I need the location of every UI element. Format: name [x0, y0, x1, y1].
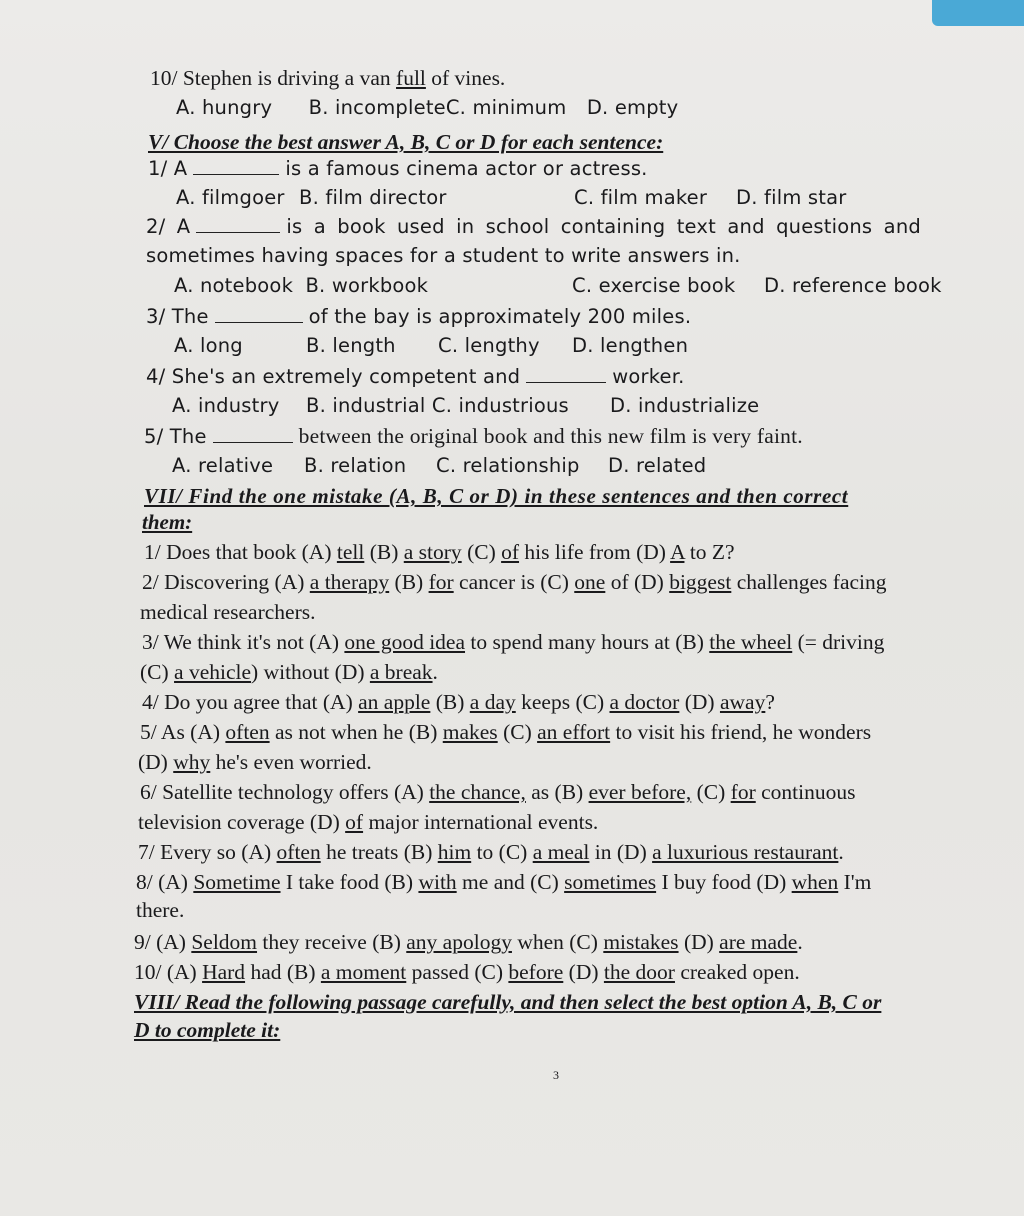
option-c: C. film maker — [574, 186, 708, 209]
option-d: D. related — [608, 454, 707, 477]
answer-blank — [215, 304, 303, 323]
option-a: A. long — [174, 334, 243, 357]
s7-question-2: 2/ Discovering (A) a therapy (B) for cancer is (C) one of (D) biggest challenges facing — [142, 570, 887, 594]
s6-question-5: 5/ The between the original book and this new film is very faint. — [144, 424, 803, 448]
s7-question-1: 1/ Does that book (A) tell (B) a story (C) of his life from (D) A to Z? — [144, 540, 735, 564]
s6-q1-options — [176, 186, 847, 210]
s7-question-2-cont: medical researchers. — [140, 600, 316, 624]
answer-blank — [213, 424, 293, 443]
s7-question-4: 4/ Do you agree that (A) an apple (B) a day keeps (C) a doctor (D) away? — [142, 690, 775, 714]
option-b: B. relation — [304, 454, 407, 477]
section-heading-mistakes: VII/ Find the one mistake (A, B, C or D) in these sentences and then correct — [144, 484, 849, 508]
s7-question-6: 6/ Satellite technology offers (A) the chance, as (B) ever before, (C) for continuous — [140, 780, 856, 804]
option-b: B. workbook — [305, 274, 429, 297]
page-number: 3 — [553, 1068, 559, 1082]
section-heading-reading: VIII/ Read the following passage carefully, and then select the best option A, B, C or — [134, 990, 882, 1014]
option-a: A. hungry — [176, 96, 273, 119]
option-d: D. reference book — [764, 274, 942, 297]
option-a: A. industry — [172, 394, 280, 417]
s7-question-5: 5/ As (A) often as not when he (B) makes (C) an effort to visit his friend, he wonders — [140, 720, 872, 744]
s7-question-5-cont: (D) why he's even worried. — [138, 750, 372, 774]
s6-question-2-cont: sometimes having spaces for a student to write answers in. — [146, 244, 741, 267]
s6-question-2: 2/ A is a book used in school containing text and questions and — [146, 215, 921, 238]
section-heading-mistakes-cont: them: — [142, 510, 193, 534]
section-heading-reading-cont: D to complete it: — [134, 1018, 281, 1042]
s6-question-4: 4/ She's an extremely competent and worker. — [146, 365, 685, 388]
option-d: D. lengthen — [572, 334, 689, 357]
option-c: C. relationship — [436, 454, 580, 477]
s6-question-1: 1/ A is a famous cinema actor or actress. — [148, 157, 648, 180]
option-d: D. empty — [586, 96, 679, 119]
option-a: A. relative — [172, 454, 274, 477]
s6-q5-options — [172, 454, 707, 478]
option-c: C. lengthy — [438, 334, 540, 357]
s7-question-6-cont: television coverage (D) of major international events. — [138, 810, 599, 834]
option-b: B. film director — [299, 186, 447, 209]
option-b: B. industrial C. industrious — [306, 394, 569, 417]
s7-question-7: 7/ Every so (A) often he treats (B) him to (C) a meal in (D) a luxurious restaurant. — [138, 840, 844, 864]
s6-q3-options — [174, 334, 689, 358]
answer-blank — [526, 364, 606, 383]
q10-options — [176, 96, 678, 120]
s7-question-9: 9/ (A) Seldom they receive (B) any apology when (C) mistakes (D) are made. — [134, 930, 803, 954]
option-d: D. film star — [736, 186, 847, 209]
section-heading-choose: V/ Choose the best answer A, B, C or D for each sentence: — [148, 130, 664, 154]
s7-question-10: 10/ (A) Hard had (B) a moment passed (C) before (D) the door creaked open. — [134, 960, 800, 984]
s7-question-3: 3/ We think it's not (A) one good idea to spend many hours at (B) the wheel (= driving — [142, 630, 885, 654]
option-b: B. length — [306, 334, 396, 357]
s6-question-3: 3/ The of the bay is approximately 200 miles. — [146, 305, 692, 328]
answer-blank — [193, 156, 279, 175]
s7-question-3-cont: (C) a vehicle) without (D) a break. — [140, 660, 438, 684]
option-a: A. filmgoer — [176, 186, 285, 209]
s7-question-8: 8/ (A) Sometime I take food (B) with me and (C) sometimes I buy food (D) when I'm — [136, 870, 872, 894]
s6-q4-options — [172, 394, 760, 418]
option-b: B. incompleteC. minimum — [308, 96, 567, 119]
answer-blank — [196, 214, 280, 233]
option-a: A. notebook — [174, 274, 294, 297]
s6-q2-options — [174, 274, 942, 298]
option-c: C. exercise book — [572, 274, 736, 297]
s7-question-8-cont: there. — [136, 898, 185, 922]
q10-stem: 10/ Stephen is driving a van full of vines. — [150, 66, 506, 90]
option-d: D. industrialize — [610, 394, 760, 417]
